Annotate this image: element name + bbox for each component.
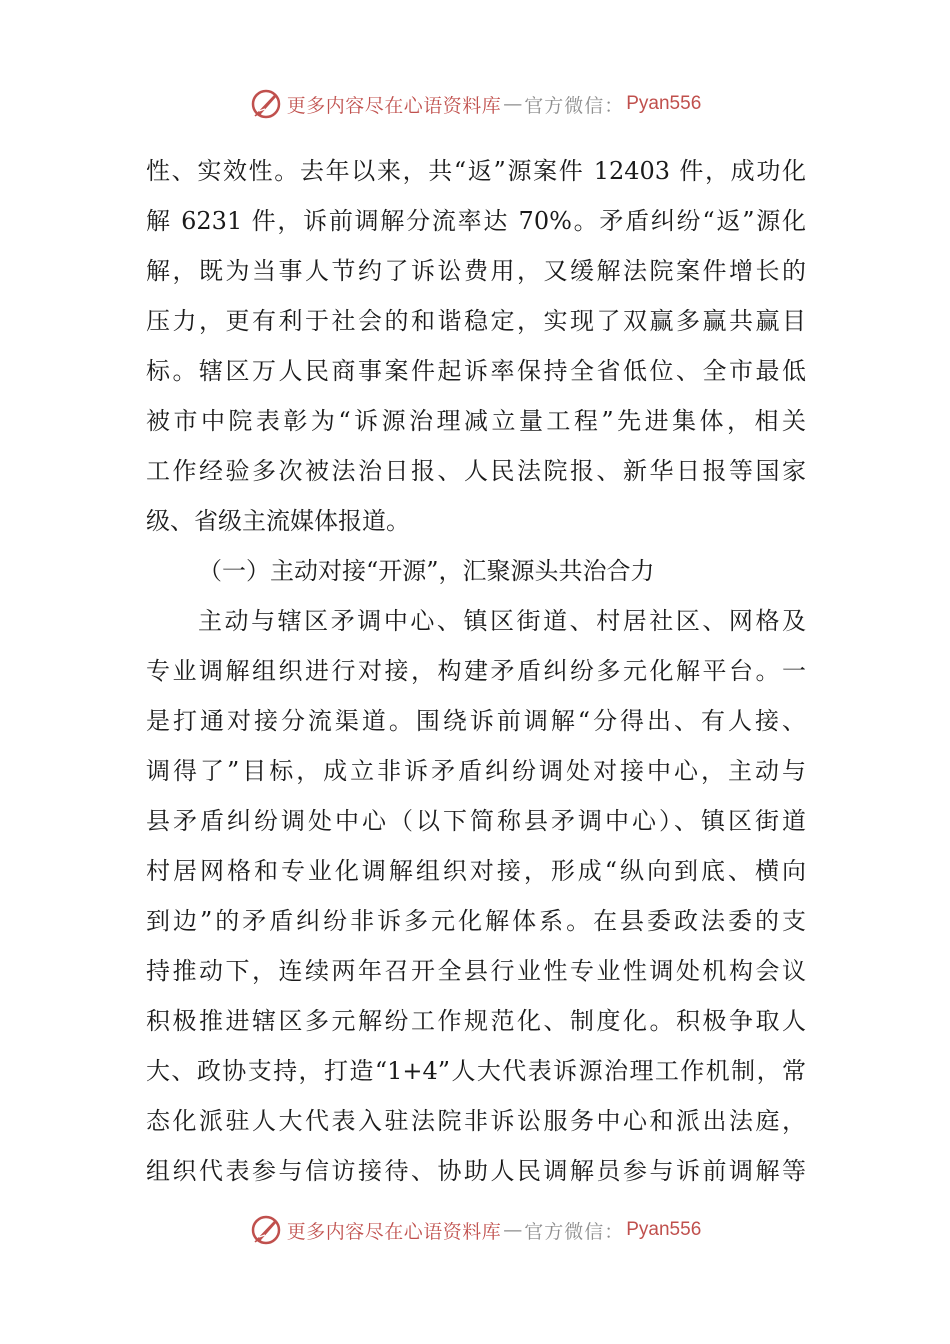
text-line: 到边”的矛盾纠纷非诉多元化解体系。在县委政法委的支 (146, 907, 806, 935)
text-line: 积极推进辖区多元解纷工作规范化、制度化。积极争取人 (146, 1007, 806, 1035)
text-line: 调得了”目标，成立非诉矛盾纠纷调处对接中心，主动与 (146, 757, 806, 785)
text-line: 解，既为当事人节约了诉讼费用，又缓解法院案件增长的 (146, 257, 806, 285)
text-line: 级、省级主流媒体报道。 (146, 507, 410, 535)
header-banner (0, 86, 950, 122)
text-line: 性、实效性。去年以来，共“返”源案件 12403 件，成功化 (146, 157, 806, 185)
document-body (146, 146, 806, 1196)
text-line: 被市中院表彰为“诉源治理减立量工程”先进集体，相关 (146, 407, 806, 435)
banner-sub-text: 官方微信： (524, 94, 625, 117)
text-line: 组织代表参与信访接待、协助人民调解员参与诉前调解等 (146, 1157, 806, 1185)
text-line: 专业调解组织进行对接，构建矛盾纠纷多元化解平台。一 (146, 657, 806, 685)
banner-main-text: 更多内容尽在心语资料库 (286, 1220, 502, 1243)
banner-sub-text: 官方微信： (524, 1220, 625, 1243)
text-line: 持推动下，连续两年召开全县行业性专业性调处机构会议 (146, 957, 806, 985)
text-line: 大、政协支持，打造“1+4”人大代表诉源治理工作机制，常 (146, 1057, 806, 1085)
footer-banner (0, 1212, 950, 1248)
quill-logo-icon (249, 1213, 283, 1247)
text-line: 县矛盾纠纷调处中心（以下简称县矛调中心）、镇区街道 (146, 807, 806, 835)
text-line: 标。辖区万人民商事案件起诉率保持全省低位、全市最低 (146, 357, 806, 385)
text-line: 村居网格和专业化调解组织对接，形成“纵向到底、横向 (146, 857, 806, 885)
banner-dash: — (503, 1219, 523, 1241)
text-line: 解 6231 件，诉前调解分流率达 70%。矛盾纠纷“返”源化 (146, 207, 806, 235)
quill-logo-icon (249, 87, 283, 121)
banner-wechat-id: Pyan556 (626, 1219, 702, 1240)
text-line: 态化派驻人大代表入驻法院非诉讼服务中心和派出法庭， (146, 1107, 806, 1135)
banner-dash: — (503, 93, 523, 115)
text-line: 是打通对接分流渠道。围绕诉前调解“分得出、有人接、 (146, 707, 806, 735)
banner-main-text: 更多内容尽在心语资料库 (286, 94, 502, 117)
section-heading: （一）主动对接“开源”，汇聚源头共治合力 (198, 557, 655, 585)
text-line: 工作经验多次被法治日报、人民法院报、新华日报等国家 (146, 457, 806, 485)
text-line: 压力，更有利于社会的和谐稳定，实现了双赢多赢共赢目 (146, 307, 806, 335)
text-line: 主动与辖区矛调中心、镇区街道、村居社区、网格及 (198, 607, 806, 635)
banner-wechat-id: Pyan556 (626, 93, 702, 114)
